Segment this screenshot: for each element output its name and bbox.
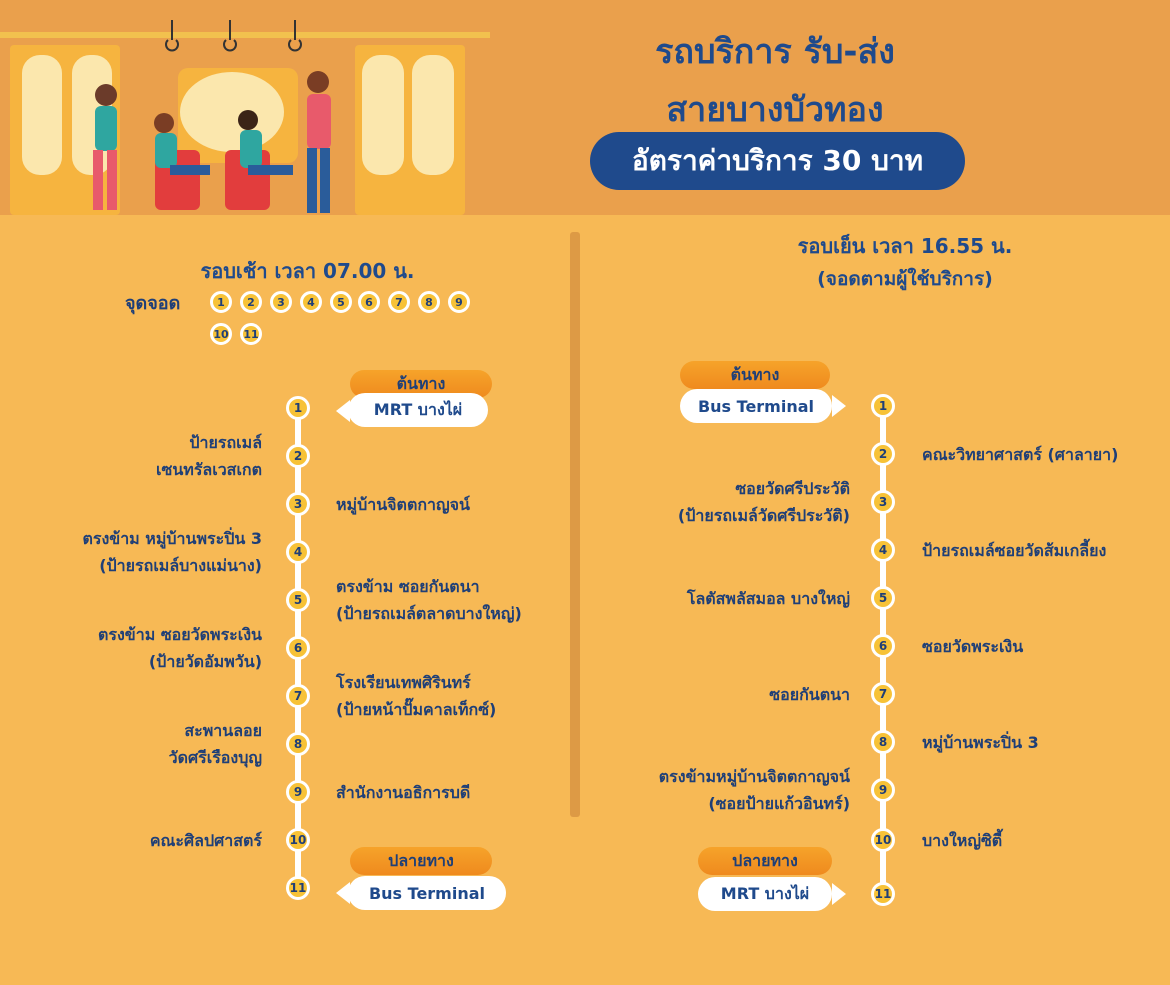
evening-stop-marker-2: 2 [871,442,895,466]
morning-stop-marker-5: 5 [286,588,310,612]
legend-stop-9: 9 [448,291,470,313]
evening-stop-marker-10: 10 [871,828,895,852]
legend-stop-3: 3 [270,291,292,313]
legend-stop-2: 2 [240,291,262,313]
evening-origin-pill: Bus Terminal [680,389,832,423]
morning-stop-marker-1: 1 [286,396,310,420]
legend-stop-10: 10 [210,323,232,345]
legend-stop-7: 7 [388,291,410,313]
evening-stop-marker-5: 5 [871,586,895,610]
evening-schedule-title: รอบเย็น เวลา 16.55 น. [797,234,1013,258]
morning-stop-marker-10: 10 [286,828,310,852]
morning-stop-label-5: ตรงข้าม ซอยกันตนา (ป้ายรถเมล์ตลาดบางใหญ่) [336,577,522,623]
evening-stop-marker-4: 4 [871,538,895,562]
morning-stop-marker-3: 3 [286,492,310,516]
evening-stop-label-3: ซอยวัดศรีประวัติ (ป้ายรถเมล์วัดศรีประวัติ) [677,479,850,525]
evening-stop-marker-1: 1 [871,394,895,418]
morning-stop-marker-8: 8 [286,732,310,756]
morning-destination-pill: Bus Terminal [348,876,506,910]
morning-stop-label-8: สะพานลอย วัดศรีเรืองบุญ [168,721,262,767]
evening-stop-label-10: บางใหญ่ซิตี้ [922,830,1003,850]
morning-stop-label-3: หมู่บ้านจิตตกาญจน์ [336,494,470,514]
morning-stop-marker-7: 7 [286,684,310,708]
morning-stop-marker-4: 4 [286,540,310,564]
evening-stop-label-8: หมู่บ้านพระปิ่น 3 [922,732,1039,752]
morning-stop-label-6: ตรงข้าม ซอยวัดพระเงิน (ป้ายวัดอัมพวัน) [97,625,262,671]
evening-stop-marker-9: 9 [871,778,895,802]
evening-stop-marker-8: 8 [871,730,895,754]
evening-origin-badge: ต้นทาง [680,361,830,389]
evening-stop-marker-3: 3 [871,490,895,514]
legend-stop-6: 6 [358,291,380,313]
evening-destination-pill: MRT บางไผ่ [698,877,832,911]
morning-stop-label-9: สำนักงานอธิการบดี [336,782,471,802]
evening-stop-label-2: คณะวิทยาศาสตร์ (ศาลายา) [922,444,1119,464]
evening-stop-label-5: โลตัสพลัสมอล บางใหญ่ [686,588,850,608]
stops-label: จุดจอด [125,293,181,314]
morning-stop-marker-11: 11 [286,876,310,900]
morning-origin-badge: ต้นทาง [350,370,492,398]
evening-stop-label-9: ตรงข้ามหมู่บ้านจิตตกาญจน์ (ซอยป้ายแก้วอินทร์) [658,767,850,813]
legend-stop-4: 4 [300,291,322,313]
legend-stop-5: 5 [330,291,352,313]
route-name: สายบางบัวทอง [666,90,884,130]
evening-stop-marker-7: 7 [871,682,895,706]
evening-stop-label-4: ป้ายรถเมล์ซอยวัดส้มเกลี้ยง [922,540,1107,560]
evening-stop-label-7: ซอยกันตนา [769,684,850,704]
morning-stop-marker-6: 6 [286,636,310,660]
header-banner [0,0,1170,215]
evening-origin-pointer [832,395,846,417]
evening-destination-badge: ปลายทาง [698,847,832,875]
morning-stop-label-4: ตรงข้าม หมู่บ้านพระปิ่น 3 (ป้ายรถเมล์บางแม่นาง) [82,529,262,575]
column-divider [570,232,580,817]
legend-stop-8: 8 [418,291,440,313]
morning-schedule-title: รอบเช้า เวลา 07.00 น. [200,259,415,283]
evening-stop-marker-6: 6 [871,634,895,658]
bus-passengers-illustration [0,0,490,215]
evening-destination-pointer [832,883,846,905]
legend-stop-11: 11 [240,323,262,345]
evening-stop-label-6: ซอยวัดพระเงิน [922,636,1024,656]
morning-stop-label-10: คณะศิลปศาสตร์ [149,830,262,850]
morning-stop-marker-2: 2 [286,444,310,468]
morning-origin-pill: MRT บางไผ่ [348,393,488,427]
morning-stop-marker-9: 9 [286,780,310,804]
morning-stop-label-7: โรงเรียนเทพศิรินทร์ (ป้ายหน้าปั๊มคาลเท็กซ์) [336,673,497,719]
page-title: รถบริการ รับ-ส่ง [655,32,895,72]
morning-stop-label-2: ป้ายรถเมล์ เซนทรัลเวสเกต [156,433,262,479]
morning-destination-badge: ปลายทาง [350,847,492,875]
evening-stop-marker-11: 11 [871,882,895,906]
evening-schedule-subtitle: (จอดตามผู้ใช้บริการ) [817,268,993,290]
legend-stop-1: 1 [210,291,232,313]
fare-badge: อัตราค่าบริการ 30 บาท [590,132,965,190]
